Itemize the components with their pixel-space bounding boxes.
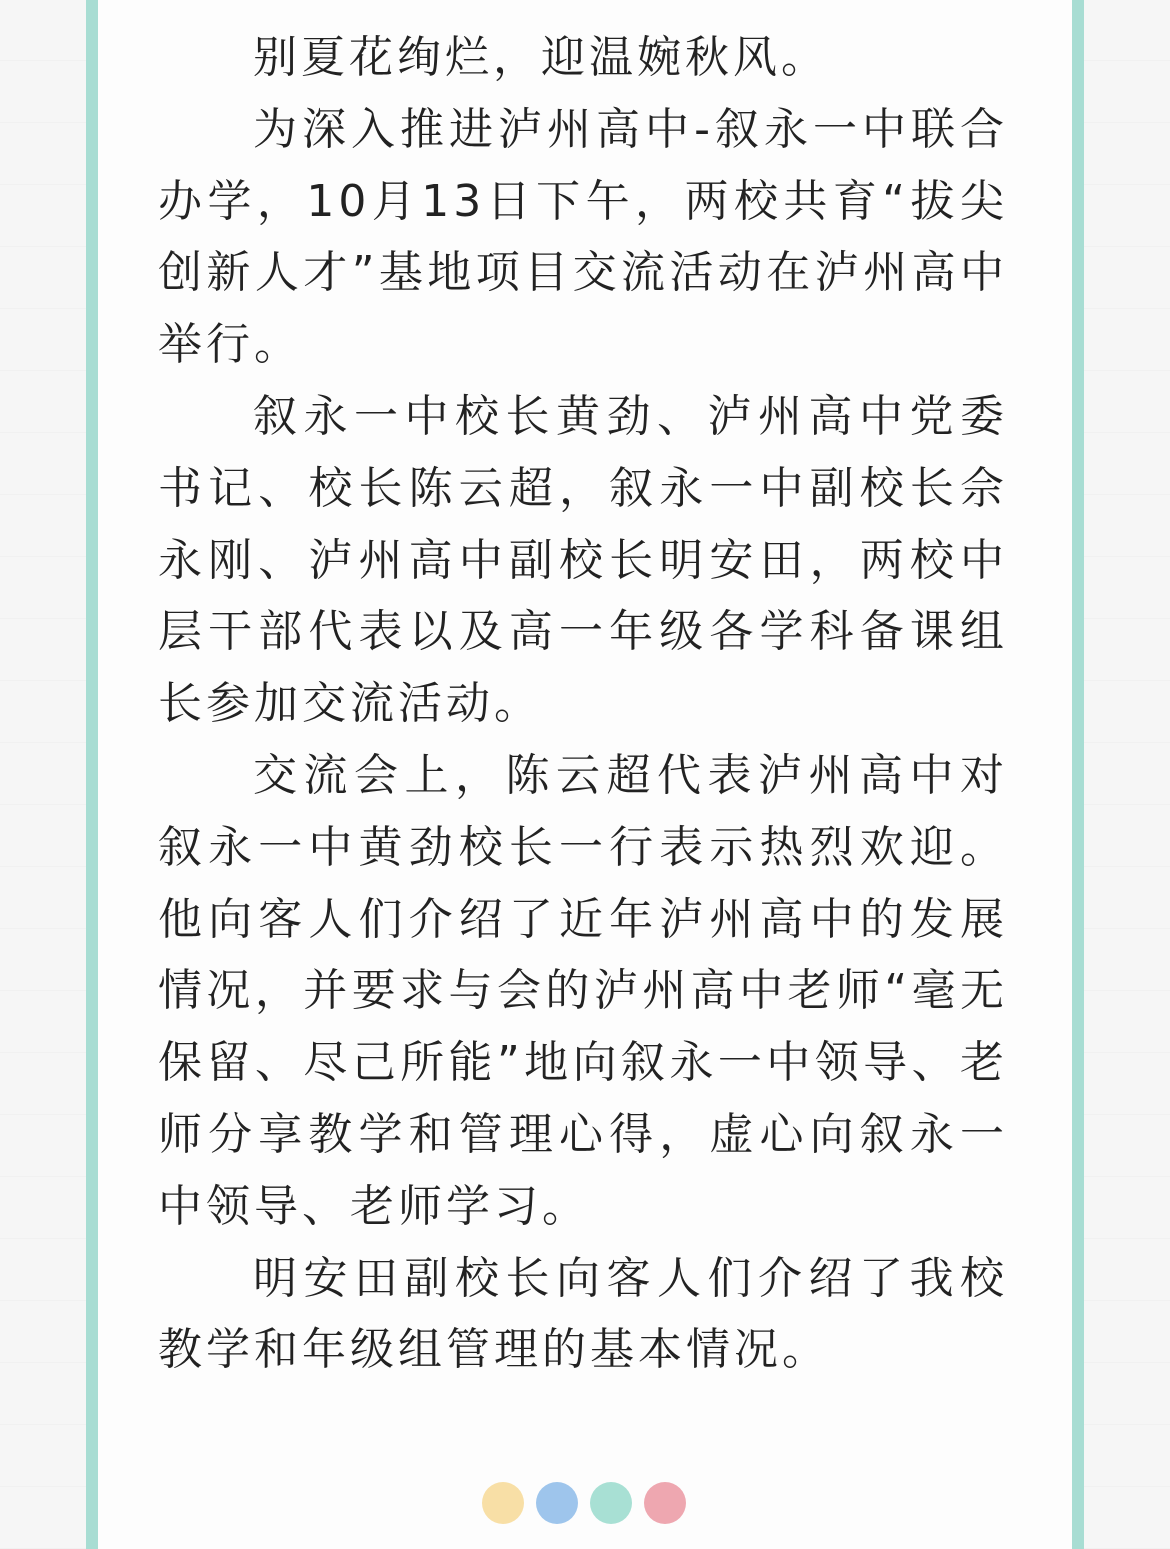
- blue-dot-icon: [536, 1482, 578, 1524]
- left-border-stripe: [86, 0, 98, 1549]
- pink-dot-icon: [644, 1482, 686, 1524]
- yellow-dot-icon: [482, 1482, 524, 1524]
- article-body: [158, 22, 1008, 1386]
- paragraph-intro: 别夏花绚烂，迎温婉秋风。: [253, 32, 829, 83]
- right-border-stripe: [1072, 0, 1084, 1549]
- paragraph-event: 为深入推进泸州高中-叙永一中联合办学，10月13日下午，两校共育“拔尖创新人才”基地项目交流活动在泸州高中举行。: [158, 103, 1008, 371]
- teal-dot-icon: [590, 1482, 632, 1524]
- paragraph-introduction: 明安田副校长向客人们介绍了我校教学和年级组管理的基本情况。: [158, 1252, 1008, 1376]
- decorative-dots: [482, 1482, 686, 1524]
- paragraph-welcome: 交流会上，陈云超代表泸州高中对叙永一中黄劲校长一行表示热烈欢迎。他向客人们介绍了近年泸州高中的发展情况，并要求与会的泸州高中老师“毫无保留、尽己所能”地向叙永一中领导、老师分享教学和管理心得，虚心向叙永一中领导、老师学习。: [158, 749, 1008, 1232]
- paragraph-attendees: 叙永一中校长黄劲、泸州高中党委书记、校长陈云超，叙永一中副校长佘永刚、泸州高中副校长明安田，两校中层干部代表以及高一年级各学科备课组长参加交流活动。: [158, 390, 1008, 730]
